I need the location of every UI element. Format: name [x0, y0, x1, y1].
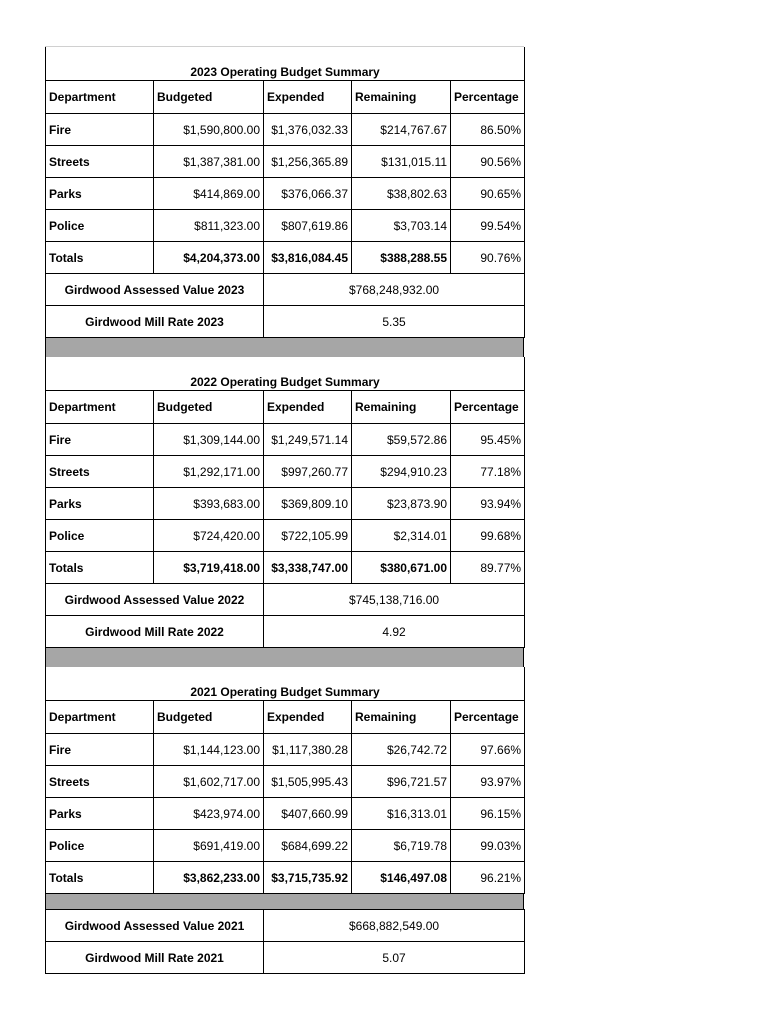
header-expended: Expended: [264, 81, 352, 114]
table-row: [46, 456, 525, 488]
percentage-cell: 96.15%: [451, 798, 525, 830]
assessed-value: $745,138,716.00: [264, 584, 525, 616]
percentage-cell: 86.50%: [451, 114, 525, 146]
section-separator: [45, 648, 524, 667]
remaining-cell: $6,719.78: [352, 830, 451, 862]
percentage-cell: 97.66%: [451, 734, 525, 766]
budgeted-cell: $1,309,144.00: [154, 424, 264, 456]
budgeted-cell: $1,602,717.00: [154, 766, 264, 798]
mill-rate-label: Girdwood Mill Rate 2022: [46, 616, 264, 648]
header-expended: Expended: [264, 391, 352, 424]
department-cell: Fire: [46, 424, 154, 456]
header-department: Department: [46, 391, 154, 424]
remaining-cell: $96,721.57: [352, 766, 451, 798]
header-expended: Expended: [264, 701, 352, 734]
remaining-total: $146,497.08: [352, 862, 451, 894]
header-percentage: Percentage: [451, 81, 525, 114]
mill-rate-row: [46, 942, 525, 974]
department-cell: Fire: [46, 734, 154, 766]
remaining-cell: $131,015.11: [352, 146, 451, 178]
table-row: [46, 798, 525, 830]
percentage-total: 90.76%: [451, 242, 525, 274]
table-row: [46, 424, 525, 456]
remaining-total: $388,288.55: [352, 242, 451, 274]
budgeted-cell: $414,869.00: [154, 178, 264, 210]
header-remaining: Remaining: [352, 81, 451, 114]
totals-row: [46, 242, 525, 274]
totals-label: Totals: [46, 552, 154, 584]
budgeted-cell: $691,419.00: [154, 830, 264, 862]
mill-rate-value: 5.35: [264, 306, 525, 338]
remaining-cell: $214,767.67: [352, 114, 451, 146]
remaining-cell: $294,910.23: [352, 456, 451, 488]
table-row: [46, 734, 525, 766]
percentage-cell: 93.97%: [451, 766, 525, 798]
header-remaining: Remaining: [352, 701, 451, 734]
expended-cell: $1,249,571.14: [264, 424, 352, 456]
department-cell: Fire: [46, 114, 154, 146]
budget-table: [45, 667, 525, 894]
expended-total: $3,816,084.45: [264, 242, 352, 274]
header-budgeted: Budgeted: [154, 391, 264, 424]
assessed-value: $768,248,932.00: [264, 274, 525, 306]
table-row: [46, 146, 525, 178]
header-department: Department: [46, 81, 154, 114]
table-row: [46, 210, 525, 242]
percentage-cell: 95.45%: [451, 424, 525, 456]
assessed-value-label: Girdwood Assessed Value 2022: [46, 584, 264, 616]
budget-summary-2022: [45, 357, 524, 667]
remaining-cell: $2,314.01: [352, 520, 451, 552]
header-department: Department: [46, 701, 154, 734]
expended-cell: $807,619.86: [264, 210, 352, 242]
expended-cell: $722,105.99: [264, 520, 352, 552]
budgeted-cell: $811,323.00: [154, 210, 264, 242]
totals-label: Totals: [46, 242, 154, 274]
header-budgeted: Budgeted: [154, 701, 264, 734]
expended-cell: $1,376,032.33: [264, 114, 352, 146]
budget-summary-2021: [45, 667, 524, 974]
expended-total: $3,715,735.92: [264, 862, 352, 894]
expended-cell: $1,505,995.43: [264, 766, 352, 798]
department-cell: Streets: [46, 456, 154, 488]
percentage-cell: 77.18%: [451, 456, 525, 488]
percentage-cell: 90.56%: [451, 146, 525, 178]
assessed-value-label: Girdwood Assessed Value 2023: [46, 274, 264, 306]
expended-cell: $684,699.22: [264, 830, 352, 862]
budgeted-cell: $724,420.00: [154, 520, 264, 552]
mill-rate-row: [46, 306, 525, 338]
remaining-cell: $26,742.72: [352, 734, 451, 766]
header-remaining: Remaining: [352, 391, 451, 424]
mill-rate-label: Girdwood Mill Rate 2021: [46, 942, 264, 974]
assessed-value-row: [46, 910, 525, 942]
budgeted-cell: $423,974.00: [154, 798, 264, 830]
department-cell: Parks: [46, 178, 154, 210]
budgeted-total: $3,719,418.00: [154, 552, 264, 584]
budgeted-total: $4,204,373.00: [154, 242, 264, 274]
budget-table: [45, 357, 525, 648]
percentage-total: 89.77%: [451, 552, 525, 584]
expended-cell: $407,660.99: [264, 798, 352, 830]
department-cell: Police: [46, 210, 154, 242]
budgeted-cell: $1,590,800.00: [154, 114, 264, 146]
budgeted-total: $3,862,233.00: [154, 862, 264, 894]
assessed-value-row: [46, 584, 525, 616]
percentage-cell: 93.94%: [451, 488, 525, 520]
expended-cell: $376,066.37: [264, 178, 352, 210]
budgeted-cell: $1,387,381.00: [154, 146, 264, 178]
totals-row: [46, 552, 525, 584]
table-row: [46, 830, 525, 862]
budget-table: [45, 47, 525, 338]
department-cell: Streets: [46, 146, 154, 178]
budget-summary-2023: [45, 46, 524, 357]
header-budgeted: Budgeted: [154, 81, 264, 114]
header-percentage: Percentage: [451, 701, 525, 734]
expended-total: $3,338,747.00: [264, 552, 352, 584]
totals-row: [46, 862, 525, 894]
mill-rate-value: 4.92: [264, 616, 525, 648]
budget-sheet: [45, 46, 524, 974]
department-cell: Streets: [46, 766, 154, 798]
budgeted-cell: $1,144,123.00: [154, 734, 264, 766]
assessed-value-row: [46, 274, 525, 306]
assessed-value: $668,882,549.00: [264, 910, 525, 942]
budgeted-cell: $1,292,171.00: [154, 456, 264, 488]
summary-title: 2023 Operating Budget Summary: [46, 47, 525, 81]
mill-rate-label: Girdwood Mill Rate 2023: [46, 306, 264, 338]
table-row: [46, 520, 525, 552]
department-cell: Police: [46, 830, 154, 862]
expended-cell: $1,117,380.28: [264, 734, 352, 766]
table-row: [46, 178, 525, 210]
remaining-cell: $3,703.14: [352, 210, 451, 242]
header-percentage: Percentage: [451, 391, 525, 424]
summary-title: 2022 Operating Budget Summary: [46, 357, 525, 391]
assessment-table: [45, 909, 525, 974]
expended-cell: $369,809.10: [264, 488, 352, 520]
remaining-cell: $23,873.90: [352, 488, 451, 520]
percentage-cell: 99.03%: [451, 830, 525, 862]
section-separator: [45, 338, 524, 357]
department-cell: Parks: [46, 488, 154, 520]
table-row: [46, 766, 525, 798]
expended-cell: $1,256,365.89: [264, 146, 352, 178]
percentage-cell: 99.54%: [451, 210, 525, 242]
mill-rate-value: 5.07: [264, 942, 525, 974]
table-row: [46, 114, 525, 146]
remaining-cell: $38,802.63: [352, 178, 451, 210]
department-cell: Parks: [46, 798, 154, 830]
expended-cell: $997,260.77: [264, 456, 352, 488]
budgeted-cell: $393,683.00: [154, 488, 264, 520]
department-cell: Police: [46, 520, 154, 552]
remaining-total: $380,671.00: [352, 552, 451, 584]
percentage-total: 96.21%: [451, 862, 525, 894]
totals-label: Totals: [46, 862, 154, 894]
remaining-cell: $16,313.01: [352, 798, 451, 830]
summary-title: 2021 Operating Budget Summary: [46, 667, 525, 701]
percentage-cell: 99.68%: [451, 520, 525, 552]
table-row: [46, 488, 525, 520]
mill-rate-row: [46, 616, 525, 648]
percentage-cell: 90.65%: [451, 178, 525, 210]
remaining-cell: $59,572.86: [352, 424, 451, 456]
assessed-value-label: Girdwood Assessed Value 2021: [46, 910, 264, 942]
section-separator: [45, 894, 524, 909]
